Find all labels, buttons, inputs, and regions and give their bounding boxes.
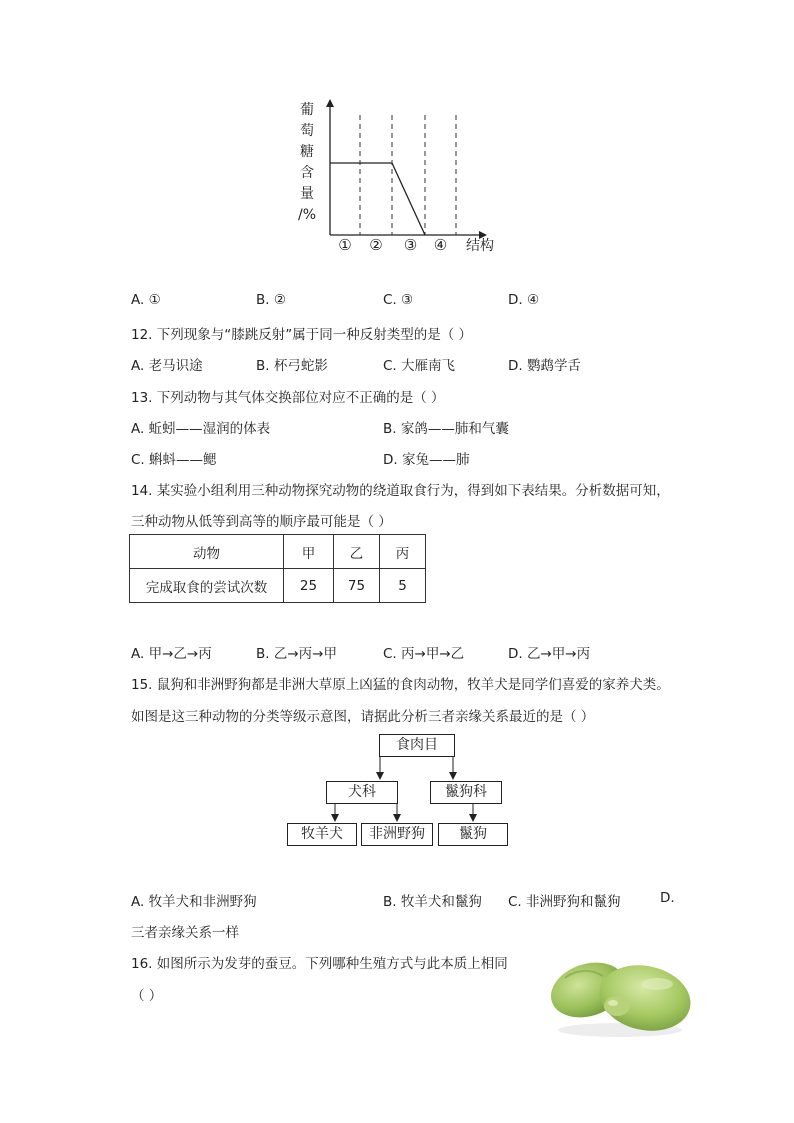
y-label-char: 葡 bbox=[300, 102, 314, 118]
table-header-animal: 动物 bbox=[130, 535, 284, 569]
q12-option-d[interactable]: D. 鹦鹉学舌 bbox=[508, 358, 581, 374]
q11-option-a[interactable]: A. ① bbox=[131, 292, 161, 308]
table-header-row bbox=[130, 535, 426, 569]
y-label-char: 含 bbox=[300, 165, 314, 181]
q14-stem-line1: 14. 某实验小组利用三种动物探究动物的绕道取食行为，得到如下表结果。分析数据可知， bbox=[131, 483, 670, 499]
q11-option-d[interactable]: D. ④ bbox=[508, 292, 540, 308]
glucose-chart bbox=[290, 95, 500, 260]
q14-option-b[interactable]: B. 乙→丙→甲 bbox=[256, 646, 337, 662]
q13-option-c[interactable]: C. 蝌蚪——鳃 bbox=[131, 452, 217, 468]
q12-option-a[interactable]: A. 老马识途 bbox=[131, 358, 203, 374]
y-label-char: 量 bbox=[300, 186, 314, 202]
q16-answer-paren: （ ） bbox=[131, 988, 163, 1004]
q15-option-d-text[interactable]: 三者亲缘关系一样 bbox=[131, 925, 239, 941]
x-tick-labels bbox=[338, 236, 447, 254]
taxon-family-canidae: 犬科 bbox=[326, 781, 398, 804]
x-axis-label: 结构 bbox=[466, 238, 494, 254]
table-cell-jia: 25 bbox=[284, 569, 334, 603]
q14-option-d[interactable]: D. 乙→甲→丙 bbox=[508, 646, 591, 662]
table-header-yi: 乙 bbox=[334, 535, 380, 569]
q15-option-a[interactable]: A. 牧羊犬和非洲野狗 bbox=[131, 894, 257, 910]
x-tick-label: ① bbox=[338, 236, 352, 254]
q16-stem: 16. 如图所示为发芽的蚕豆。下列哪种生殖方式与此本质上相同 bbox=[131, 956, 508, 972]
q15-option-c[interactable]: C. 非洲野狗和鬣狗 bbox=[508, 894, 621, 910]
y-label-char: 萄 bbox=[300, 123, 314, 139]
x-tick-label: ② bbox=[369, 236, 383, 254]
table-row-label: 完成取食的尝试次数 bbox=[130, 569, 284, 603]
q13-stem: 13. 下列动物与其气体交换部位对应不正确的是（ ） bbox=[131, 390, 445, 406]
table-row bbox=[130, 569, 426, 603]
q14-data-table bbox=[129, 534, 426, 603]
structure-dividers bbox=[360, 115, 456, 235]
taxon-african-wild-dog: 非洲野狗 bbox=[361, 823, 433, 846]
y-label-char: 糖 bbox=[300, 144, 314, 160]
q15-stem-line1: 15. 鼠狗和非洲野狗都是非洲大草原上凶猛的食肉动物，牧羊犬是同学们喜爱的家养犬类。 bbox=[131, 677, 670, 693]
q15-option-b[interactable]: B. 牧羊犬和鬣狗 bbox=[383, 894, 482, 910]
taxon-order-carnivora: 食肉目 bbox=[379, 734, 455, 757]
y-axis-label bbox=[298, 102, 316, 223]
q15-option-d[interactable]: D. bbox=[660, 890, 675, 906]
x-tick-label: ③ bbox=[403, 236, 418, 254]
q12-stem: 12. 下列现象与“膝跳反射”属于同一种反射类型的是（ ） bbox=[131, 327, 473, 343]
taxon-shepherd-dog: 牧羊犬 bbox=[287, 823, 357, 846]
q14-stem-line2: 三种动物从低等到高等的顺序最可能是（ ） bbox=[131, 514, 392, 530]
q12-option-b[interactable]: B. 杯弓蛇影 bbox=[256, 358, 328, 374]
y-axis-arrow bbox=[326, 99, 334, 107]
glucose-series-line bbox=[330, 163, 425, 235]
q11-option-c[interactable]: C. ③ bbox=[383, 292, 414, 308]
q12-option-c[interactable]: C. 大雁南飞 bbox=[383, 358, 456, 374]
q13-option-a[interactable]: A. 蚯蚓——湿润的体表 bbox=[131, 421, 271, 437]
table-cell-bing: 5 bbox=[380, 569, 426, 603]
q15-stem-line2: 如图是这三种动物的分类等级示意图，请据此分析三者亲缘关系最近的是（ ） bbox=[131, 709, 595, 725]
q13-option-d[interactable]: D. 家兔——肺 bbox=[383, 452, 470, 468]
q14-option-c[interactable]: C. 丙→甲→乙 bbox=[383, 646, 465, 662]
y-label-char: /% bbox=[297, 207, 317, 223]
q11-option-b[interactable]: B. ② bbox=[256, 292, 286, 308]
table-header-jia: 甲 bbox=[284, 535, 334, 569]
table-cell-yi: 75 bbox=[334, 569, 380, 603]
taxon-hyena: 鬣狗 bbox=[438, 823, 508, 846]
sprouting-broad-bean-image bbox=[545, 948, 695, 1040]
table-header-bing: 丙 bbox=[380, 535, 426, 569]
taxon-family-hyaenidae: 鬣狗科 bbox=[430, 781, 502, 804]
q13-option-b[interactable]: B. 家鸽——肺和气囊 bbox=[383, 421, 509, 437]
x-tick-label: ④ bbox=[433, 236, 448, 254]
q14-option-a[interactable]: A. 甲→乙→丙 bbox=[131, 646, 212, 662]
